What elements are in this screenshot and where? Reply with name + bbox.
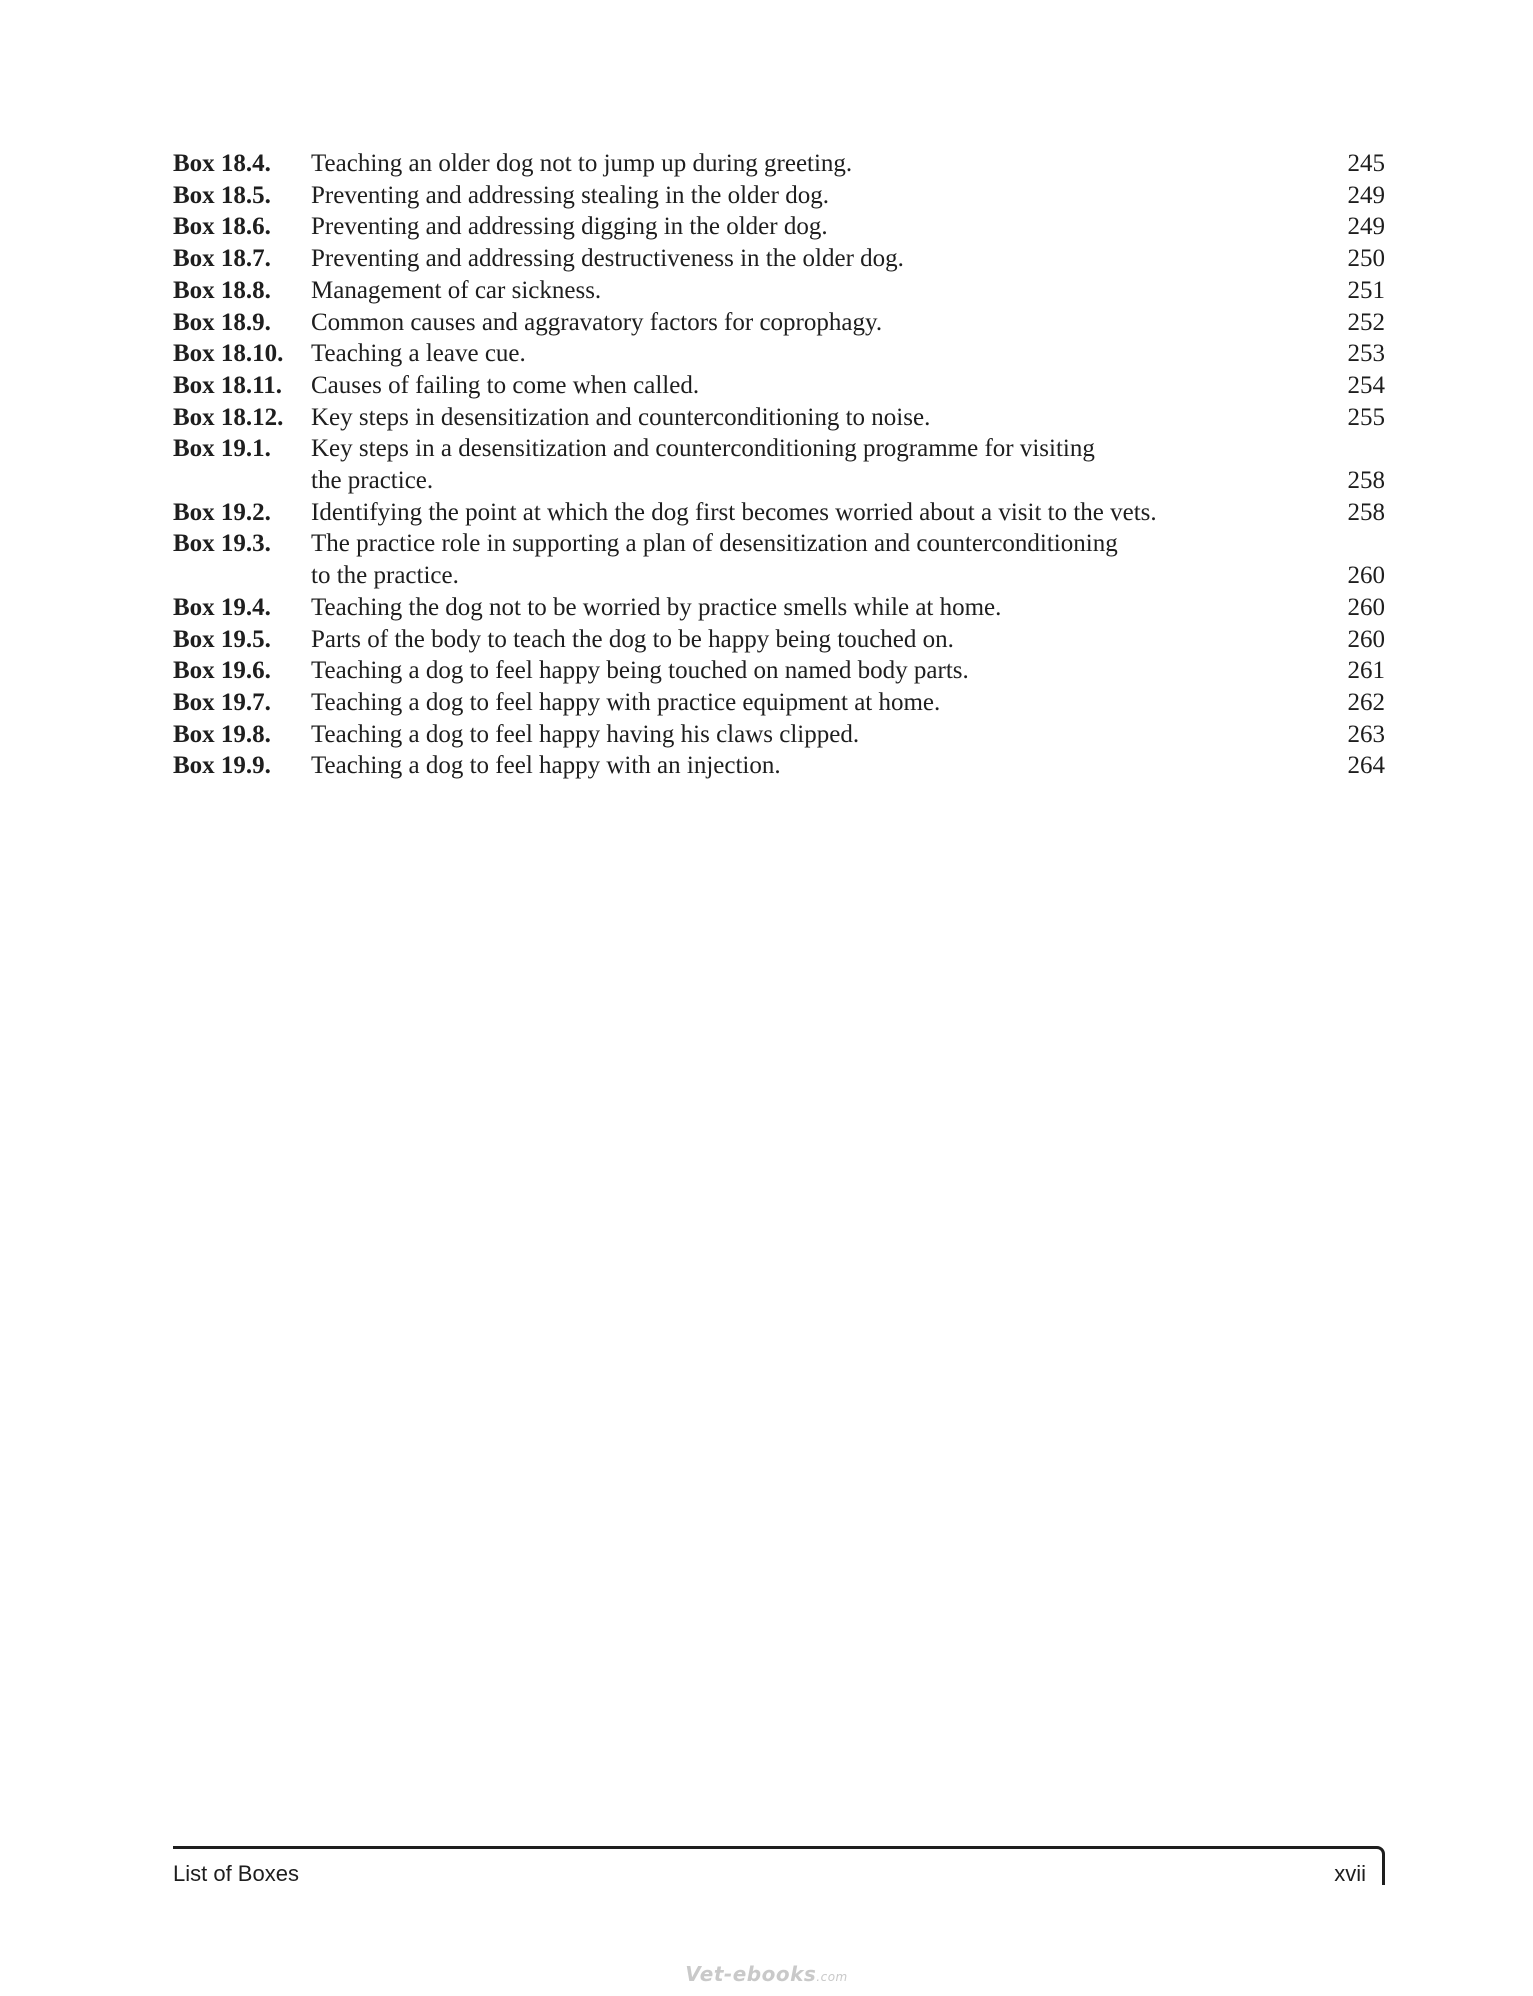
box-title-line: Teaching a leave cue. <box>311 340 526 368</box>
box-title <box>311 370 1325 402</box>
box-title <box>311 338 1325 370</box>
toc-entry <box>173 497 1385 529</box>
box-title-line: Teaching a dog to feel happy with practice equipment at home. <box>311 688 941 716</box>
box-number: Box 18.10. <box>173 340 284 368</box>
box-title-line: Teaching a dog to feel happy being touched on named body parts. <box>311 657 969 685</box>
box-number: Box 19.6. <box>173 657 271 685</box>
list-of-boxes <box>173 148 1385 782</box>
page-number: 260 <box>1347 625 1385 653</box>
box-title-line: Common causes and aggravatory factors for coprophagy. <box>311 308 883 336</box>
box-title-line: Teaching a dog to feel happy with an injection. <box>311 752 781 780</box>
box-title-line: to the practice. <box>311 562 459 590</box>
box-title-line: Identifying the point at which the dog first becomes worried about a visit to the vets. <box>311 498 1157 526</box>
page-number: 252 <box>1347 308 1385 336</box>
box-number: Box 18.11. <box>173 371 283 399</box>
box-title-line: Management of car sickness. <box>311 276 602 304</box>
box-number: Box 19.1. <box>173 435 271 463</box>
page-number: 264 <box>1347 752 1385 780</box>
box-number: Box 19.4. <box>173 593 271 621</box>
page-number: 249 <box>1347 213 1385 241</box>
page-number: 250 <box>1347 245 1385 273</box>
page-number: 255 <box>1347 403 1385 431</box>
box-title <box>311 275 1325 307</box>
toc-entry <box>173 655 1385 687</box>
box-title <box>311 655 1325 687</box>
box-number: Box 19.7. <box>173 688 271 716</box>
box-number: Box 19.5. <box>173 625 271 653</box>
box-title-line: Key steps in a desensitization and counterconditioning programme for visiting <box>311 435 1095 463</box>
box-title-line: Key steps in desensitization and counterconditioning to noise. <box>311 403 931 431</box>
box-title <box>311 307 1325 339</box>
page-number: 262 <box>1347 688 1385 716</box>
box-title <box>311 750 1325 782</box>
box-title-line: Causes of failing to come when called. <box>311 371 700 399</box>
toc-entry <box>173 211 1385 243</box>
page-number: 258 <box>1347 467 1385 495</box>
box-title <box>311 402 1325 434</box>
box-title-line: the practice. <box>311 467 434 495</box>
box-title <box>311 211 1325 243</box>
page-number: 258 <box>1347 498 1385 526</box>
toc-entry <box>173 307 1385 339</box>
box-number: Box 18.7. <box>173 245 271 273</box>
box-number: Box 18.6. <box>173 213 271 241</box>
toc-entry <box>173 528 1385 591</box>
watermark-text: Vet-ebooks <box>685 1962 817 1986</box>
footer-section-title: List of Boxes <box>173 1861 299 1886</box>
toc-entry <box>173 275 1385 307</box>
watermark-logo <box>0 1962 1533 1986</box>
box-title <box>311 243 1325 275</box>
page-number: 249 <box>1347 181 1385 209</box>
box-title-line: Teaching the dog not to be worried by practice smells while at home. <box>311 593 1002 621</box>
watermark-suffix: .com <box>816 1970 848 1984</box>
toc-entry <box>173 180 1385 212</box>
box-number: Box 19.8. <box>173 720 271 748</box>
toc-entry <box>173 719 1385 751</box>
box-title-line: Preventing and addressing destructiveness in the older dog. <box>311 245 904 273</box>
box-number: Box 18.4. <box>173 150 271 177</box>
box-title-line: Preventing and addressing stealing in the older dog. <box>311 181 829 209</box>
box-number: Box 18.9. <box>173 308 271 336</box>
box-title <box>311 180 1325 212</box>
page-footer <box>173 1846 1385 1885</box>
box-number: Box 19.2. <box>173 498 271 526</box>
footer-page-number: xvii <box>1334 1861 1366 1886</box>
box-number: Box 18.12. <box>173 403 284 431</box>
box-title <box>311 148 1325 180</box>
box-title <box>311 687 1325 719</box>
page-number: 261 <box>1347 657 1385 685</box>
page-number: 245 <box>1347 150 1385 177</box>
box-title <box>311 719 1325 751</box>
box-title-line: The practice role in supporting a plan of desensitization and counterconditioning <box>311 530 1118 558</box>
box-number: Box 18.5. <box>173 181 271 209</box>
box-number: Box 19.3. <box>173 530 271 558</box>
toc-entry <box>173 433 1385 496</box>
toc-entry <box>173 592 1385 624</box>
toc-entry <box>173 402 1385 434</box>
toc-entry <box>173 750 1385 782</box>
box-title-line: Preventing and addressing digging in the older dog. <box>311 213 828 241</box>
box-title <box>311 497 1325 529</box>
box-title <box>311 624 1325 656</box>
box-number: Box 18.8. <box>173 276 271 304</box>
page-number: 260 <box>1347 593 1385 621</box>
box-title <box>311 528 1325 591</box>
toc-entry <box>173 148 1385 180</box>
page-number: 263 <box>1347 720 1385 748</box>
box-title-line: Teaching a dog to feel happy having his claws clipped. <box>311 720 860 748</box>
box-title-line: Teaching an older dog not to jump up during greeting. <box>311 150 853 177</box>
toc-entry <box>173 370 1385 402</box>
page-number: 254 <box>1347 371 1385 399</box>
page-number: 260 <box>1347 562 1385 590</box>
toc-entry <box>173 338 1385 370</box>
toc-entry <box>173 687 1385 719</box>
box-title <box>311 433 1325 496</box>
page-number: 251 <box>1347 276 1385 304</box>
toc-entry <box>173 243 1385 275</box>
page-number: 253 <box>1347 340 1385 368</box>
box-title-line: Parts of the body to teach the dog to be happy being touched on. <box>311 625 954 653</box>
box-number: Box 19.9. <box>173 752 271 780</box>
box-title <box>311 592 1325 624</box>
toc-entry <box>173 624 1385 656</box>
